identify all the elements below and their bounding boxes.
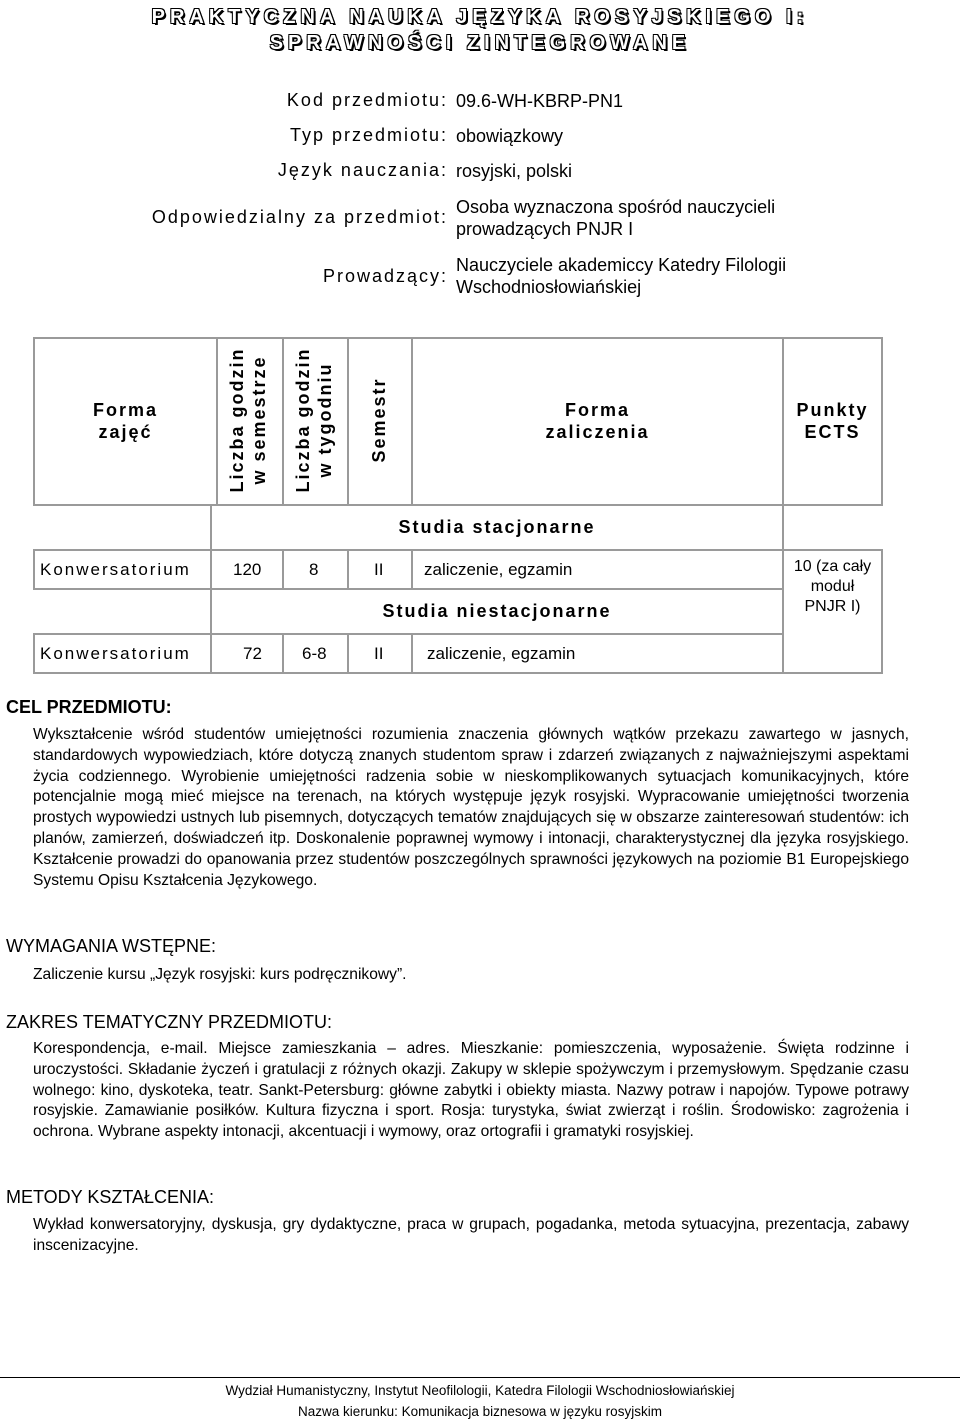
header-liczba-godzin-tydzien: Liczba godzin w tygodniu [293, 347, 335, 493]
row-stac-godz-sem: 120 [233, 560, 262, 579]
row-stac-zaliczenie: zaliczenie, egzamin [424, 560, 573, 579]
text-cel-przedmiotu: Wykształcenie wśród studentów umiejętności rozumienia znaczenia głównych wątków przekazu zawartego w jasnych, standardowych wypowiedziach, które dotyczą znanych studentom spraw i zdarzeń związanych z najważniejszymi aspektami życia codziennego. Wyrobienie umiejętności radzenia sobie w nieskomplikowanych sytuacjach komunikacyjnych, które potencjalnie mogą mieć miejsce na terenach, na których występuje język rosyjski. Wypracowanie umiejętności tworzenia prostych wypowiedzi ustnych lub pisemnych, dotyczących tematów znajdujących się w obszarze zainteresowań studentów: ich planów, zamierzeń, doświadczeń itp. Doskonalenie poprawnej wymowy i intonacji, charakterystycznej dla języka rosyjskiego. Kształcenie prowadzi do opanowania przez studentów poszczególnych sprawności językowych na poziomie B1 Europejskiego Systemu Opisu Kształcenia Językowego. [33, 726, 909, 889]
heading-metody: METODY KSZTAŁCENIA: [6, 1187, 215, 1207]
meta-value-odpowiedzialny-2: prowadzących PNJR I [456, 219, 634, 239]
meta-label-kod: Kod przedmiotu: [286, 90, 448, 110]
row-niestac-godz-sem: 72 [243, 644, 262, 663]
heading-cel-przedmiotu: CEL PRZEDMIOTU: [6, 697, 172, 717]
row-niestac-zaliczenie: zaliczenie, egzamin [427, 644, 576, 663]
ects-value: 10 (za cały moduł PNJR I) [793, 558, 872, 615]
text-wymagania: Zaliczenie kursu „Język rosyjski: kurs podręcznikowy”. [33, 966, 407, 983]
title-line-1: PRAKTYCZNA NAUKA JĘZYKA ROSYJSKIEGO I: [151, 6, 809, 28]
header-semestr: Semestr [369, 377, 389, 463]
heading-wymagania: WYMAGANIA WSTĘPNE: [6, 936, 217, 956]
row-stac-forma: Konwersatorium [40, 560, 191, 579]
text-zakres: Korespondencja, e-mail. Miejsce zamieszkania – adres. Mieszkanie: pomieszczenia, wyposażenie. Święta rodzinne i uroczystości. Składanie życzeń i gratulacji z różnych okazji. Zakupy w sklepie spożywczym i przemysłowym. Spędzanie czasu wolnego: kino, dyskoteka, teatr. Sankt-Petersburg: główne zabytki i obiekty miasta. Nazwy potraw i napojów. Typowe potrawy rosyjskie. Zamawianie posiłków. Kultura fizyczna i sport. Rosja: turystyka, świat zwierząt i roślin. Środowisko: zagrożenia i ochrona. Wybrane aspekty intonacji, akcentuacji i wymowy, oraz ortografii i gramatyki rosyjskiej. [33, 1040, 909, 1141]
footer-line-2: Nazwa kierunku: Komunikacja biznesowa w języku rosyjskim [298, 1404, 662, 1419]
row-stac-godz-tyg: 8 [309, 560, 319, 579]
meta-value-odpowiedzialny-1: Osoba wyznaczona spośród nauczycieli [456, 197, 776, 217]
meta-label-typ: Typ przedmiotu: [289, 125, 448, 145]
header-forma-zaliczenia: Forma zaliczenia [545, 400, 650, 442]
meta-value-prowadzacy-2: Wschodniosłowiańskiej [456, 277, 642, 297]
header-liczba-godzin-semestr: Liczba godzin w semestrze [227, 347, 269, 493]
row-niestac-forma: Konwersatorium [40, 644, 191, 663]
row-stac-semestr: II [374, 560, 384, 579]
meta-value-jezyk: rosyjski, polski [456, 161, 573, 181]
footer [0, 1380, 960, 1422]
header-forma-zajec: Forma zajęć [92, 400, 158, 442]
meta-value-kod: 09.6-WH-KBRP-PN1 [456, 91, 624, 111]
title-line-2: SPRAWNOŚCI ZINTEGROWANE [269, 32, 691, 54]
footer-divider [0, 1377, 960, 1378]
page-title [0, 4, 960, 56]
footer-line-1: Wydział Humanistyczny, Instytut Neofilologii, Katedra Filologii Wschodniosłowiańskiej [225, 1383, 735, 1398]
meta-label-odpowiedzialny: Odpowiedzialny za przedmiot: [151, 207, 448, 227]
header-punkty-ects: Punkty ECTS [796, 400, 869, 442]
meta-value-prowadzacy-1: Nauczyciele akademiccy Katedry Filologii [456, 255, 787, 275]
text-metody: Wykład konwersatoryjny, dyskusja, gry dydaktyczne, praca w grupach, pogadanka, metoda sytuacyjna, prezentacja, zabawy inscenizacyjne. [33, 1216, 909, 1254]
meta-label-prowadzacy: Prowadzący: [322, 266, 448, 286]
meta-value-typ: obowiązkowy [456, 126, 564, 146]
row-niestac-semestr: II [374, 644, 384, 663]
section-niestacjonarne: Studia niestacjonarne [382, 601, 612, 621]
meta-label-jezyk: Język nauczania: [277, 160, 448, 180]
section-stacjonarne: Studia stacjonarne [398, 517, 596, 537]
heading-zakres: ZAKRES TEMATYCZNY PRZEDMIOTU: [6, 1012, 333, 1032]
row-niestac-godz-tyg: 6-8 [302, 644, 327, 663]
